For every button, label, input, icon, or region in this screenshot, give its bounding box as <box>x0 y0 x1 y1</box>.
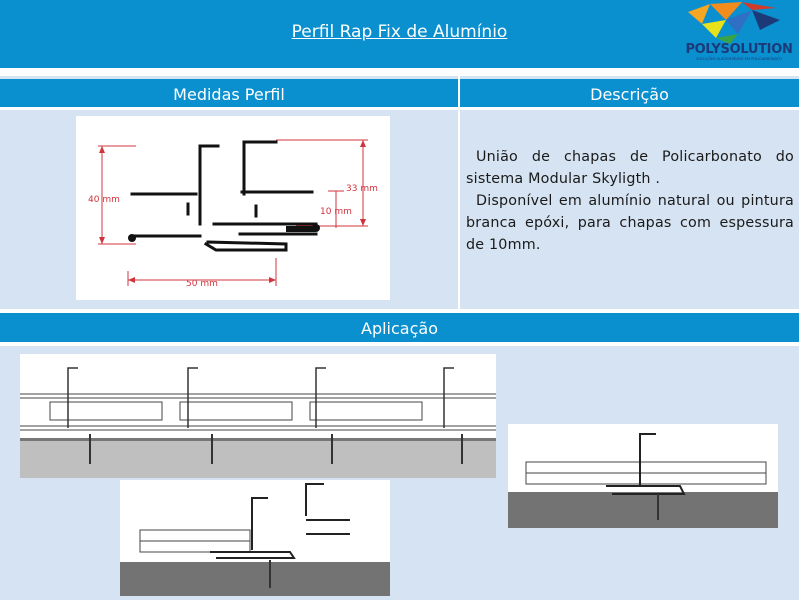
application-image-3 <box>508 424 778 528</box>
description-text <box>466 146 794 256</box>
application-header: Aplicação <box>0 313 799 342</box>
logo-tagline: SOLUÇÕES SUSTENTÁVEIS EM POLICARBONATO <box>696 57 782 61</box>
application-image-2 <box>120 480 390 596</box>
col-header-medidas: Medidas Perfil <box>0 79 458 107</box>
dim-label-33mm: 33 mm <box>346 184 378 194</box>
profile-drawing <box>76 116 390 300</box>
dim-label-10mm: 10 mm <box>320 207 352 217</box>
col-header-descricao: Descrição <box>460 79 799 107</box>
logo-name: POLYSOLUTION <box>685 42 793 57</box>
page-title: Perfil Rap Fix de Alumínio <box>291 22 508 42</box>
separator <box>0 342 799 346</box>
dim-label-50mm: 50 mm <box>186 279 218 289</box>
description-paragraph: Disponível em alumínio natural ou pintura branca epóxi, para chapas com espessura de 10mm. <box>466 193 794 253</box>
description-paragraph: União de chapas de Policarbonato do sistema Modular Skyligth . <box>466 149 794 187</box>
application-image-1 <box>20 354 496 478</box>
dim-label-40mm: 40 mm <box>88 195 120 205</box>
column-divider <box>458 76 460 309</box>
separator <box>0 68 799 76</box>
